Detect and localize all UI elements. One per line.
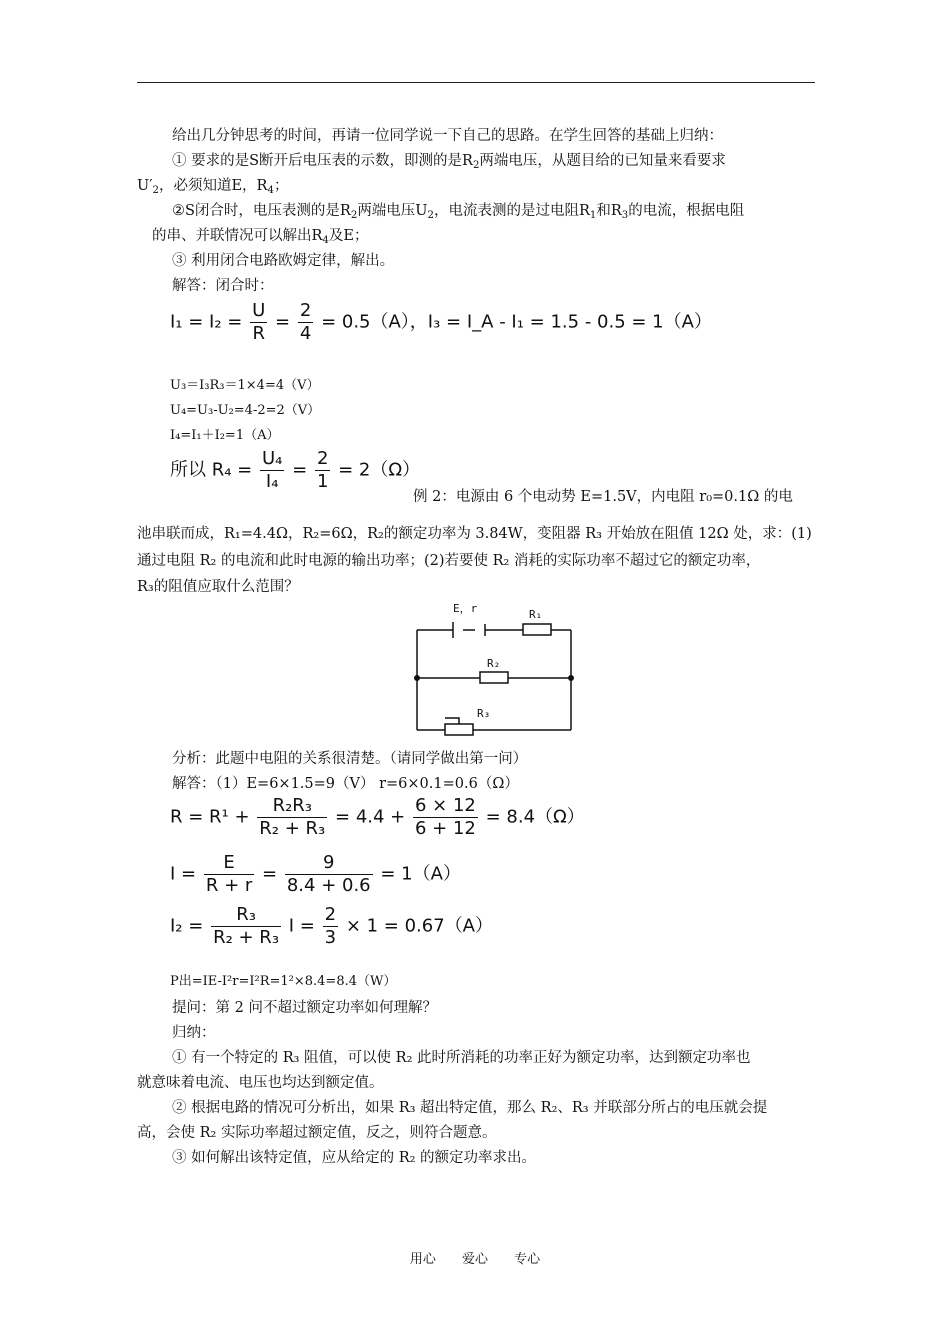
fraction xyxy=(285,852,373,897)
text: ； xyxy=(273,178,289,194)
fraction xyxy=(211,904,281,949)
numerator: U xyxy=(252,300,266,321)
point-2-line-1 xyxy=(172,201,744,226)
text: 两端电压，从题目给的已知量来看要求 xyxy=(479,153,726,169)
eq-mid: = 4.4 + xyxy=(335,806,406,828)
numerator: R₃ xyxy=(211,904,281,927)
text: 的串、并联情况可以解出R xyxy=(152,228,323,244)
eq-lhs: R = R¹ + xyxy=(170,806,250,828)
eq-rest: = 2（Ω） xyxy=(338,459,421,481)
eq-mid: I = xyxy=(288,915,315,937)
summary-2-line-1: ② 根据电路的情况可分析出，如果 R₃ 超出特定值，那么 R₂、R₃ 并联部分所占的电压就会提 xyxy=(172,1100,768,1116)
eq-lhs: I₁ = I₂ = xyxy=(170,311,243,333)
paragraph-intro: 给出几分钟思考的时间，再请一位同学说一下自己的思路。在学生回答的基础上归纳： xyxy=(172,128,723,144)
denominator: R + r xyxy=(205,875,253,896)
text: ②S闭合时，电压表测的是R xyxy=(172,203,351,219)
answer-label: 解答：闭合时： xyxy=(172,278,274,294)
text: 及E； xyxy=(328,228,369,244)
numerator: 2 xyxy=(299,300,312,321)
text: ① 要求的是S断开后电压表的示数，即测的是R xyxy=(172,153,473,169)
denominator: 6 + 12 xyxy=(414,818,476,839)
text: 和R xyxy=(596,203,622,219)
example-line-1: 例 2：电源由 6 个电动势 E=1.5V，内电阻 r₀=0.1Ω 的电 xyxy=(413,489,793,505)
equation-total-resistance xyxy=(170,795,585,840)
page-footer: 用心 爱心 专心 xyxy=(409,1252,541,1267)
r3-label: R₃ xyxy=(477,707,491,720)
subscript: 4 xyxy=(267,185,274,196)
resistor-r1 xyxy=(523,624,551,635)
subscript: 1 xyxy=(589,210,597,221)
denominator: 1 xyxy=(316,471,329,492)
summary-1-line-1: ① 有一个特定的 R₃ 阻值，可以使 R₂ 此时所消耗的功率正好为额定功率，达到额定功率也 xyxy=(172,1050,751,1066)
equation-i2 xyxy=(170,904,493,949)
denominator: 4 xyxy=(299,323,312,344)
equals: = xyxy=(275,311,291,333)
eq-rest: = 1（A） xyxy=(380,863,461,885)
example-line-2: 池串联而成，R₁=4.4Ω，R₂=6Ω，R₂的额定功率为 3.84W，变阻器 R₃ 开始放在阻值 12Ω 处，求：(1) xyxy=(137,526,812,542)
point-2-line-2 xyxy=(152,226,368,251)
question-line: 提问：第 2 问不超过额定功率如何理解？ xyxy=(172,1000,437,1016)
power-output-line: P出=IE-I²r=I²R=1²×8.4=8.4（W） xyxy=(170,974,397,989)
subscript: 4 xyxy=(322,235,329,246)
junction-dot xyxy=(569,676,574,681)
eq-lhs: 所以 R₄ = xyxy=(170,459,253,481)
summary-1-line-2: 就意味着电流、电压也均达到额定值。 xyxy=(137,1075,384,1091)
subscript: 2 xyxy=(472,160,480,171)
resistor-r2 xyxy=(480,672,508,683)
numerator: 2 xyxy=(324,904,337,925)
numerator: 6 × 12 xyxy=(414,795,476,816)
junction-dot xyxy=(415,676,420,681)
fraction xyxy=(250,300,267,345)
text: U′ xyxy=(137,178,153,194)
point-3: ③ 利用闭合电路欧姆定律，解出。 xyxy=(172,253,395,269)
text: ，电流表测的是过电阻R xyxy=(434,203,590,219)
summary-2-line-2: 高，会使 R₂ 实际功率超过额定值，反之，则符合题意。 xyxy=(137,1125,497,1141)
eq-lhs: I = xyxy=(170,863,197,885)
eq-rest: = 0.5（A），I₃ = I_A - I₁ = 1.5 - 0.5 = 1（A） xyxy=(321,311,712,333)
header-rule xyxy=(137,82,815,83)
fraction xyxy=(323,904,338,949)
example-line-3: 通过电阻 R₂ 的电流和此时电源的输出功率；(2)若要使 R₂ 消耗的实际功率不超过它的额定功率， xyxy=(137,553,761,569)
text: 的电流，根据电阻 xyxy=(628,203,745,219)
numerator: 2 xyxy=(316,448,329,469)
fraction xyxy=(315,448,330,493)
point-1-line-2 xyxy=(137,176,288,201)
summary-3: ③ 如何解出该特定值，应从给定的 R₂ 的额定功率求出。 xyxy=(172,1150,537,1166)
summary-label: 归纳： xyxy=(172,1025,216,1041)
source-label: E，r xyxy=(453,602,478,615)
denominator: 3 xyxy=(324,927,337,948)
numerator: U₄ xyxy=(261,448,283,469)
analysis-line: 分析：此题中电阻的关系很清楚。（请同学做出第一问） xyxy=(172,751,528,767)
denominator: R xyxy=(252,323,265,344)
equation-currents xyxy=(170,300,712,345)
fraction xyxy=(257,795,327,840)
eq-rest: × 1 = 0.67（A） xyxy=(345,915,494,937)
fraction xyxy=(298,300,313,345)
subscript: 2 xyxy=(427,210,434,221)
equals: = xyxy=(262,863,278,885)
subscript: 2 xyxy=(152,185,159,196)
answer-line: 解答：（1）E=6×1.5=9（V） r=6×0.1=0.6（Ω） xyxy=(172,776,519,792)
rheostat-slider xyxy=(445,718,459,724)
equation-current xyxy=(170,852,461,897)
fraction xyxy=(413,795,478,840)
calc-u3: U₃＝I₃R₃＝1×4=4（V） xyxy=(170,378,320,393)
numerator: 9 xyxy=(285,852,373,875)
numerator: E xyxy=(204,852,254,875)
denominator: I₄ xyxy=(265,471,279,492)
denominator: R₂ + R₃ xyxy=(213,927,280,948)
eq-rest: = 8.4（Ω） xyxy=(485,806,585,828)
fraction xyxy=(260,448,284,493)
equals: = xyxy=(292,459,308,481)
calc-i4: I₄=I₁＋I₂=1（A） xyxy=(170,428,280,443)
r2-label: R₂ xyxy=(487,657,501,670)
example-line-4: R₃的阻值应取什么范围？ xyxy=(137,579,299,595)
subscript: 2 xyxy=(350,210,358,221)
point-1-line-1 xyxy=(172,151,726,176)
rheostat-r3 xyxy=(445,724,473,735)
subscript: 3 xyxy=(621,210,629,221)
circuit-diagram xyxy=(405,598,585,738)
denominator: 8.4 + 0.6 xyxy=(286,875,371,896)
numerator: R₂R₃ xyxy=(257,795,327,818)
calc-u4: U₄=U₃-U₂=4-2=2（V） xyxy=(170,403,321,418)
text: 两端电压U xyxy=(357,203,428,219)
equation-r4 xyxy=(170,448,420,493)
denominator: R₂ + R₃ xyxy=(259,818,326,839)
eq-lhs: I₂ = xyxy=(170,915,204,937)
r1-label: R₁ xyxy=(529,608,543,621)
fraction xyxy=(204,852,254,897)
text: ，必须知道E，R xyxy=(158,178,268,194)
